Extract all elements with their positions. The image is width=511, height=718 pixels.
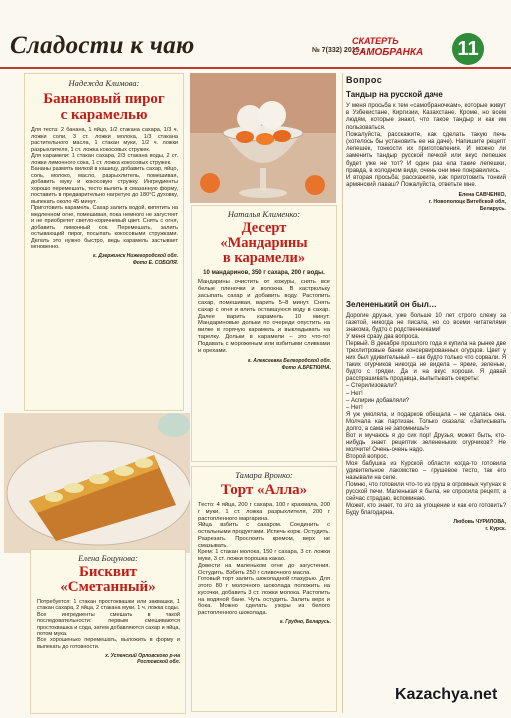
- column-divider: [342, 73, 343, 713]
- photo-credit: Фото А.БРЕТКИНА.: [281, 364, 331, 371]
- answer-section: [346, 300, 506, 533]
- answer-signature: Любовь ЧУРИЛОВА, г. Курск.: [453, 519, 506, 532]
- recipe-author: Елена Боцунова:: [78, 553, 138, 563]
- answer-heading: Зелененький он был…: [346, 300, 437, 309]
- question-signature: Елена САВЧЕНКО, г. Новополоцк Витебской обл, Беларусь.: [428, 192, 506, 212]
- issue-number: № 7(332) 2015 г.: [312, 47, 366, 54]
- recipe-city: г. Дзержинск Нижегородской обл.: [92, 252, 178, 259]
- recipe-text: Тесто: 4 яйца, 200 г сахара, 100 г крахмала, 200 г муки, 1 ст. ложка разрыхлителя, 200 г растопленного маргарина. Яйца взбить с сахаром. Соединить с остальными продуктами. Испечь корж. Остудить. Разрезать. Прослоить кремом, верх не смазывать. Крем: 1 стакан молока, 150 г сахара, 3 ст. ложки муки, 3 ст. ложки порошка какао. Довести на маленьком огне до загустения. Остудить. Взбить 250 г сливочного масла. Готовый торт залить шоколадной глазурью. Для этого 80 г молочного шоколада положить на кусочки, добавить 3 ст. ложки молока. Растопить на водяной бане. Чуть остудить. Залить верх и бока. Можно сделать узоры из белого растопленного шоколада.: [198, 502, 330, 616]
- recipe-card-mandarins: [191, 205, 337, 462]
- recipe-card-biscuit: [30, 549, 186, 714]
- recipe-text: Потребуется: 1 стакан простоквашки или заквашки, 1 стакан сахара, 2 яйца, 2 стакана муки, 1 ч. ложка соды. Все ингредиенты смешать в такой последовательности: первым смешиваются простоквашка и сода, затем добавляются сахар и яйца, потом мука. Все хорошенько перемешать, выложить в форму и выпекать до готовности.: [37, 599, 180, 650]
- page-number-badge: 11: [452, 33, 484, 65]
- magazine-logo-line2: САМОБРАНКА: [352, 47, 424, 58]
- recipe-card-banana: [24, 73, 184, 411]
- question-heading: Тандыр на русской даче: [346, 90, 443, 99]
- magazine-logo-line1: СКАТЕРТЬ: [352, 36, 399, 46]
- recipe-author: Тамара Вронко:: [235, 470, 293, 480]
- recipe-title: Бисквит «Сметанный»: [60, 564, 156, 595]
- header-divider: [0, 67, 511, 69]
- recipe-city: х. Успенский Орловского р-на Ростовской обл.: [105, 653, 180, 666]
- recipe-author: Надежда Климова:: [68, 78, 140, 88]
- photo-credit: Фото Е. СОБОЛЯ.: [132, 259, 178, 266]
- recipe-title: Торт «Алла»: [220, 482, 308, 498]
- recipe-city: г. Грудно, Беларусь.: [279, 618, 331, 625]
- recipe-city: г. Алексеевка Белгородской обл.: [247, 357, 331, 364]
- recipe-author: Наталья Клименко:: [227, 209, 301, 219]
- question-text: У меня просьба к тем «самобраночкам», которые живут в Узбекистане, Киргизии, Казахстане. Кроме, но всем людям, которые знают, что такое тандыр и как им пользоваться. Пожалуйста, расскажите, как сделать такую печь (хотелось бы установить ее на даче). Напишите рецепт лепешек, тонкости их приготовления. И можно ли заменить тандыр русской печкой или вкус лепешек будет уже не тот? И один раз ела такие лепешки, правда, в холодном виде, очень они мне понравились. И вторая просьба: расскажите, как приготовить тонкий армянский лаваш? Пожалуйста, ответьте мне.: [346, 103, 506, 189]
- question-label: Вопрос: [346, 75, 383, 85]
- mandarin-dessert-photo: [190, 73, 336, 203]
- recipe-text: Для теста: 2 банана, 1 яйцо, 1/2 стакана сахара, 1/3 ч. ложки соли, 3 ст. ложки молока, 1/3 стакана растительного масла, 1 стакан муки, 1/2 ч. ложки разрыхлителя, 1 ст. ложка кокосовых стружек. Для карамели: 1 стакан сахара, 2/3 стакана воды, 2 ст. ложки лимонного сока, 1 ст. ложка кокосовых стружек. Бананы размять вилкой в кашицу, добавить сахар, яйцо, соль, молоко, масло, разрыхлитель, помешивая, добавить муку и кокосовую стружку. Ингредиенты хорошо перемешать, тесто вылить в смазанную форму, поставить в предварительно нагретую до 180°С духовку, выпекать около 45 минут. Приготовить карамель. Сахар залить водой, кипятить на медленном огне, помешивая, пока немного не загустеет и не приобретет светло-коричневый цвет. Снять с огня, добавить лимонный сок. Перемешать, залить остывающий пирог, посыпать кокосовыми стружками. Делать это нужно быстро, ведь карамель застывает мгновенно.: [31, 127, 178, 250]
- recipe-text: Мандарины очистить от кожуры, снять все белые пленочки и волокна. В кастрюльку засыпать сахар и добавить воду. Растопить сахар, помешивая, варить 5–8 минут. Снять сахар с огня и влить оставшуюся воду в сахар. Далее варить карамель 10 минут. Мандариновые дольки по очереди опустить на вилке в горячую карамель и выкладывать на тарелку. Дольки в карамели – это что-то! Подавать с мороженым или взбитыми сливками и орехами.: [198, 279, 330, 355]
- recipe-title: Десерт «Мандарины в карамели»: [220, 220, 308, 266]
- recipe-card-alla-cake: [191, 466, 337, 712]
- recipe-ingredients: 10 мандаринов, 350 г сахара, 200 г воды.: [203, 270, 325, 276]
- question-section: [346, 75, 506, 212]
- banana-pie-photo: [4, 413, 190, 553]
- section-title: Сладости к чаю: [10, 32, 195, 59]
- answer-text: Дорогие друзья, уже больше 10 лет строго слежу за газетой, никогда не писала, но со всеми читателями знакома, будто с родственниками! У меня сразу два вопроса. Первый. В декабре прошлого года я купила на рынке две трехлитровые банки консервированных огурцов. Цвет у них был удивительный – как будто только что сорвали. Я таких огурчиков никогда не видела – яркие, зеленые, будто с грядки. Да и на вкус хороши. Я давай расспрашивать продавца, выпытывать секреты: – Стерилизовали? – Нет! – Аспирин добавляли? – Нет! Я уж умоляла, и подарков обещала – не сдалась она. Молчала как партизан. Только сказала: «Записывать долго, а сама не запомнишь!» Вот и мучаюсь я до сих пор! Друзья, может быть, кто-нибудь знает рецептик зелененьких огурчиков? Не молчите! Очень-очень надо. Второй вопрос. Моя бабушка из Курской области когда-то готовила удивительное лакомство – грушевое тесто, так его называли на селе. Помню, что готовили что-то из груш в огромных чугунах в русской печи. Маленькая я была, не спросила рецепт, а сейчас страдаю, вспоминаю. Может, кто знает, то это за угощение и как его готовить? Буду благодарна.: [346, 313, 506, 517]
- watermark: Kazachya.net: [395, 686, 498, 703]
- recipe-title: Банановый пирог с карамелью: [43, 91, 165, 123]
